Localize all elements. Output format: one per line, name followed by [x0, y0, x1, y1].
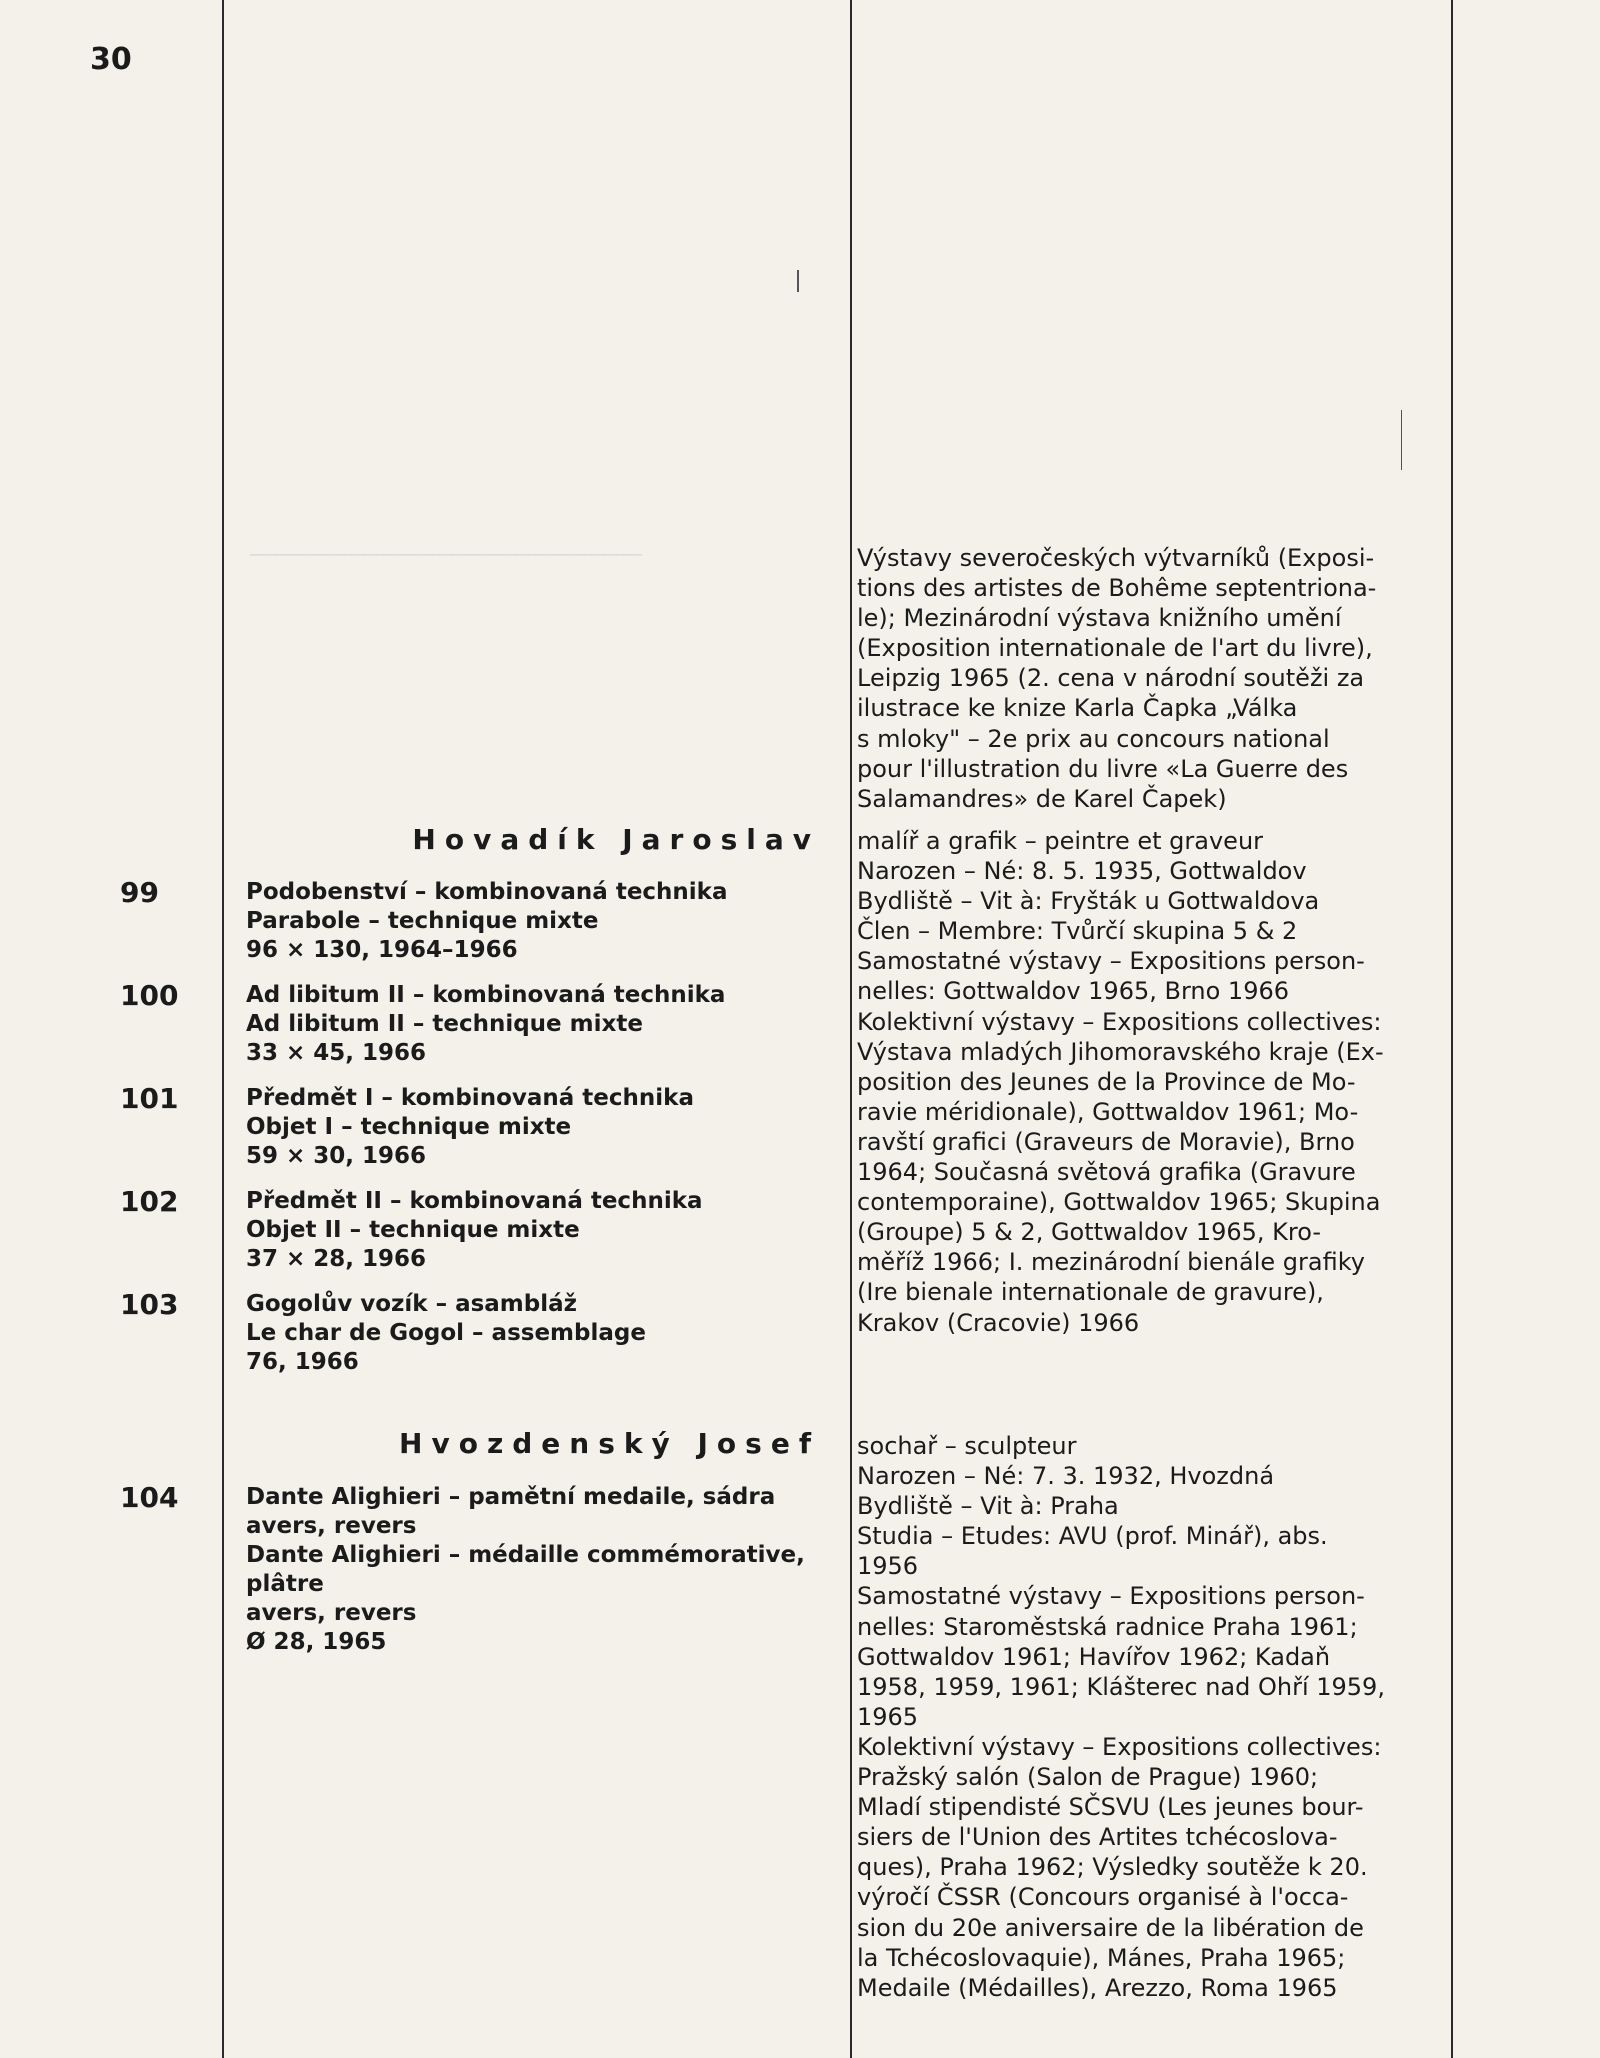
bleed-through-texture: ───────────────────────────────: [250, 543, 642, 567]
entry-title-cz: Předmět II – kombinovaná technika: [246, 1188, 703, 1214]
bio-line: 1965: [857, 1702, 919, 1731]
entry-title-cz: Podobenství – kombinovaná technika: [246, 879, 728, 905]
bio-line: Salamandres» de Karel Čapek): [857, 784, 1227, 813]
entry-title-fr: Objet I – technique mixte: [246, 1114, 572, 1140]
bio-line: Narozen – Né: 7. 3. 1932, Hvozdná: [857, 1462, 1275, 1491]
bio-line: (Ire bienale internationale de gravure),: [857, 1278, 1324, 1307]
page-number: 30: [90, 42, 132, 77]
bio-line: Medaile (Médailles), Arezzo, Roma 1965: [857, 1973, 1338, 2002]
entry-title-fr: Parabole – technique mixte: [246, 908, 599, 934]
bio-line: měříž 1966; I. mezinárodní bienále grafiky: [857, 1248, 1365, 1277]
entry-title-cz: Ad libitum II – kombinovaná technika: [246, 982, 726, 1008]
entry-detail: avers, revers: [246, 1600, 417, 1626]
entry-number: 99: [120, 876, 159, 909]
entry-number: 103: [120, 1288, 179, 1321]
bio-line: sion du 20e aniversaire de la libération de: [857, 1913, 1364, 1942]
bio-line: le); Mezinárodní výstava knižního umění: [857, 604, 1342, 633]
bio-line: Kolektivní výstavy – Expositions collectives:: [857, 1732, 1382, 1761]
bio-line: pour l'illustration du livre «La Guerre des: [857, 754, 1349, 783]
bio-line: siers de l'Union des Artites tchécoslova-: [857, 1823, 1338, 1852]
bio-line: ravie méridionale), Gottwaldov 1961; Mo-: [857, 1097, 1359, 1126]
bio-line: Bydliště – Vit à: Fryšták u Gottwaldova: [857, 887, 1320, 916]
bio-line: Leipzig 1965 (2. cena v národní soutěži za: [857, 664, 1365, 693]
bio-line: nelles: Staroměstská radnice Praha 1961;: [857, 1612, 1358, 1641]
entry-title-fr: Objet II – technique mixte: [246, 1217, 580, 1243]
bio-line: Kolektivní výstavy – Expositions collectives:: [857, 1007, 1382, 1036]
bio-line: la Tchécoslovaquie), Mánes, Praha 1965;: [857, 1943, 1346, 1972]
bio-line: Studia – Etudes: AVU (prof. Minář), abs.: [857, 1522, 1328, 1551]
artist-name: Hvozdenský Josef: [399, 1427, 820, 1460]
bio-line: Pražský salón (Salon de Prague) 1960;: [857, 1763, 1319, 1792]
continued-bio: [857, 543, 1427, 814]
bio-line: sochař – sculpteur: [857, 1432, 1077, 1460]
entry-dimensions: 37 × 28, 1966: [246, 1246, 427, 1272]
column-rule-right: [1451, 0, 1453, 2058]
bio-line: Narozen – Né: 8. 5. 1935, Gottwaldov: [857, 857, 1307, 886]
bio-line: Samostatné výstavy – Expositions person-: [857, 947, 1365, 976]
entry-title-cz: Dante Alighieri – pamětní medaile, sádra: [246, 1484, 776, 1510]
entry-dimensions: 59 × 30, 1966: [246, 1143, 427, 1169]
artist-bio: [857, 1431, 1427, 2003]
bio-line: ques), Praha 1962; Výsledky soutěže k 20.: [857, 1853, 1368, 1882]
artist-name: Hovadík Jaroslav: [412, 823, 820, 856]
bio-line: Bydliště – Vit à: Praha: [857, 1492, 1119, 1521]
column-rule-middle: [850, 0, 852, 2058]
bio-line: Člen – Membre: Tvůrčí skupina 5 & 2: [857, 917, 1298, 946]
entry-title-fr: Le char de Gogol – assemblage: [246, 1320, 646, 1346]
bio-line: (Exposition internationale de l'art du livre),: [857, 634, 1373, 663]
bio-line: Výstavy severočeských výtvarníků (Exposi-: [857, 544, 1375, 572]
bio-line: výročí ČSSR (Concours organisé à l'occa-: [857, 1883, 1349, 1912]
scan-speck: [1401, 410, 1402, 470]
bio-line: Krakov (Cracovie) 1966: [857, 1308, 1140, 1337]
entry-dimensions: 33 × 45, 1966: [246, 1040, 427, 1066]
bio-line: Mladí stipendisté SČSVU (Les jeunes bour-: [857, 1793, 1364, 1822]
bio-line: nelles: Gottwaldov 1965, Brno 1966: [857, 977, 1289, 1006]
entry-number: 101: [120, 1082, 179, 1115]
column-rule-left: [222, 0, 224, 2058]
bio-line: tions des artistes de Bohême septentriona-: [857, 574, 1377, 603]
entry-dimensions: 76, 1966: [246, 1349, 359, 1375]
entry-title-fr: Ad libitum II – technique mixte: [246, 1011, 643, 1037]
bio-line: (Groupe) 5 & 2, Gottwaldov 1965, Kro-: [857, 1218, 1322, 1247]
bio-line: position des Jeunes de la Province de Mo-: [857, 1067, 1356, 1096]
bio-line: 1958, 1959, 1961; Klášterec nad Ohří 1959,: [857, 1672, 1385, 1701]
entry-number: 104: [120, 1481, 179, 1514]
entry-detail: avers, revers: [246, 1513, 417, 1539]
entry-number: 102: [120, 1185, 179, 1218]
entry-dimensions: Ø 28, 1965: [246, 1629, 387, 1655]
entry-title-cz: Předmět I – kombinovaná technika: [246, 1085, 694, 1111]
bio-line: Výstava mladých Jihomoravského kraje (Ex-: [857, 1037, 1384, 1066]
entry-number: 100: [120, 979, 179, 1012]
bio-line: 1964; Současná světová grafika (Gravure: [857, 1158, 1356, 1187]
bio-line: s mloky" – 2e prix au concours national: [857, 724, 1330, 753]
artist-bio: [857, 826, 1427, 1338]
bio-line: ilustrace ke knize Karla Čapka „Válka: [857, 694, 1298, 723]
bio-line: malíř a grafik – peintre et graveur: [857, 827, 1264, 855]
bio-line: Gottwaldov 1961; Havířov 1962; Kadaň: [857, 1642, 1331, 1671]
scan-speck: [797, 270, 799, 292]
bio-line: 1956: [857, 1552, 919, 1581]
entry-material-fr: plâtre: [246, 1571, 324, 1597]
bio-line: Samostatné výstavy – Expositions person-: [857, 1582, 1365, 1611]
entry-title-cz: Gogolův vozík – asambláž: [246, 1291, 578, 1317]
entry-title-fr: Dante Alighieri – médaille commémorative,: [246, 1542, 805, 1568]
bio-line: ravští grafici (Graveurs de Moravie), Brno: [857, 1127, 1355, 1156]
bio-line: contemporaine), Gottwaldov 1965; Skupina: [857, 1188, 1381, 1217]
entry-dimensions: 96 × 130, 1964–1966: [246, 937, 518, 963]
